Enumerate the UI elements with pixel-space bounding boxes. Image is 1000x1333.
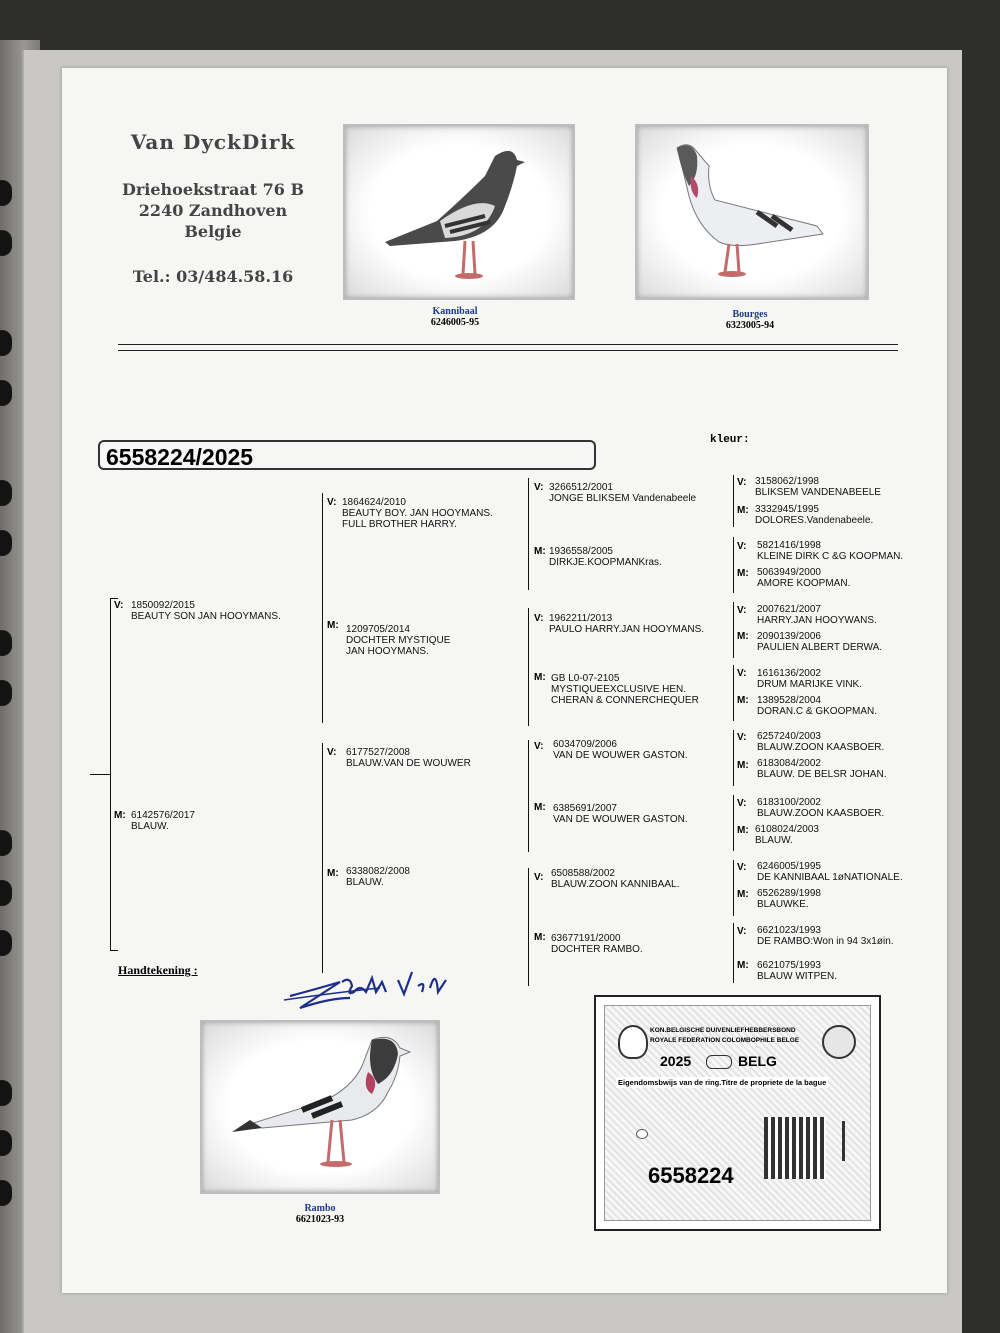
pigeon-emblem-icon	[822, 1025, 856, 1059]
divider-line	[118, 350, 898, 351]
photo-ring: 6621023-93	[295, 1214, 345, 1225]
gg-label: M:	[737, 695, 749, 706]
g7-entry: 6508588/2002 BLAUW.ZOON KANNIBAAL.	[551, 868, 680, 890]
owner-name: Van DyckDirk	[130, 130, 296, 154]
crown-icon	[706, 1055, 732, 1069]
tree-line	[528, 478, 529, 590]
card-punch-hole	[636, 1129, 648, 1139]
sire-label: V:	[114, 600, 124, 611]
tree-line	[733, 730, 734, 786]
gg-label: V:	[737, 926, 747, 937]
gg-entry: 2090139/2006 PAULIEN ALBERT DERWA.	[757, 631, 883, 653]
tree-line	[733, 602, 734, 658]
g8-label: M:	[534, 932, 546, 943]
binder-hole	[0, 330, 12, 356]
tree-line	[733, 860, 734, 916]
g4-entry: GB L0-07-2105 MYSTIQUEEXCLUSIVE HEN. CHERAN & CONNERCHEQUER	[551, 673, 699, 706]
gg-entry: 5821416/1998 KLEINE DIRK C &G KOOPMAN.	[757, 540, 904, 562]
gg-entry: 6526289/1998 BLAUWKE.	[757, 888, 821, 910]
binder-hole	[0, 930, 12, 956]
binder-hole	[0, 680, 12, 706]
card-org-nl: KON.BELGISCHE DUIVENLIEFHEBBERSBOND	[650, 1027, 796, 1034]
pigeon-photo-rambo	[200, 1020, 440, 1194]
pigeon-ring-number: 6558224/2025	[98, 440, 596, 470]
g6-label: M:	[534, 802, 546, 813]
tree-line	[322, 493, 323, 723]
gg-label: M:	[737, 825, 749, 836]
gg-entry: 6246005/1995 DE KANNIBAAL 1øNATIONALE.	[757, 861, 903, 883]
gg-label: V:	[737, 541, 747, 552]
gg-entry: 6621023/1993 DE RAMBO:Won in 94 3x1øin.	[757, 925, 894, 947]
tree-line	[528, 740, 529, 852]
binder-hole	[0, 880, 12, 906]
g4-label: M:	[534, 672, 546, 683]
tree-line	[733, 537, 734, 593]
binder-hole	[0, 380, 12, 406]
handwritten-signature	[280, 958, 450, 1018]
g1-label: V:	[534, 482, 544, 493]
card-ring-number: 6558224	[648, 1163, 734, 1188]
gg-label: M:	[737, 889, 749, 900]
tree-line	[110, 598, 111, 950]
gg-label: M:	[737, 960, 749, 971]
dam-label: M:	[114, 810, 126, 821]
tree-line	[733, 665, 734, 721]
g3-entry: 1962211/2013 PAULO HARRY.JAN HOOYMANS.	[549, 613, 705, 635]
qr-code-icon	[764, 1117, 826, 1179]
g3-label: V:	[534, 613, 544, 624]
gg-entry: 6183084/2002 BLAUW. DE BELSR JOHAN.	[757, 758, 887, 780]
tree-line	[733, 923, 734, 983]
mm-label: M:	[327, 868, 339, 879]
gg-label: V:	[737, 732, 747, 743]
photo-caption-bourges	[700, 309, 800, 331]
gg-label: V:	[737, 862, 747, 873]
photo-caption-kannibaal	[405, 306, 505, 328]
tree-line	[733, 795, 734, 851]
color-label: kleur:	[710, 434, 750, 446]
fm-entry: 1209705/2014 DOCHTER MYSTIQUE JAN HOOYMANS.	[346, 624, 451, 657]
g5-label: V:	[534, 741, 544, 752]
binder-hole	[0, 1080, 12, 1106]
tree-line	[322, 743, 323, 973]
binder-hole	[0, 230, 12, 256]
photo-caption-rambo	[270, 1203, 370, 1225]
fm-label: M:	[327, 620, 339, 631]
federation-logo-icon	[618, 1025, 648, 1059]
owner-city: 2240 Zandhoven	[138, 201, 288, 220]
tree-line	[110, 950, 118, 951]
gg-entry: 1616136/2002 DRUM MARIJKE VINK.	[757, 668, 863, 690]
gg-label: M:	[737, 631, 749, 642]
gg-label: V:	[737, 605, 747, 616]
mf-label: V:	[327, 747, 337, 758]
g1-entry: 3266512/2001 JONGE BLIKSEM Vandenabeele	[549, 482, 697, 504]
binder-hole	[0, 530, 12, 556]
ff-entry: 1864624/2010 BEAUTY BOY. JAN HOOYMANS. FULL BROTHER HARRY.	[342, 497, 493, 530]
gg-entry: 3158062/1998 BLIKSEM VANDENABEELE	[755, 476, 881, 498]
gg-label: M:	[737, 505, 749, 516]
gg-entry: 1389528/2004 DORAN.C & GKOOPMAN.	[757, 695, 878, 717]
gg-label: V:	[737, 668, 747, 679]
gg-entry: 3332945/1995 DOLORES.Vandenabeele.	[755, 504, 874, 526]
card-country: BELG	[738, 1053, 777, 1069]
tree-line	[528, 608, 529, 726]
ring-ownership-card	[594, 995, 881, 1231]
binder-hole	[0, 830, 12, 856]
binder-hole	[0, 180, 12, 206]
mf-entry: 6177527/2008 BLAUW.VAN DE WOUWER	[346, 747, 471, 769]
gg-label: M:	[737, 760, 749, 771]
binder-hole	[0, 480, 12, 506]
g2-entry: 1936558/2005 DIRKJE.KOOPMANKras.	[549, 546, 662, 568]
mm-entry: 6338082/2008 BLAUW.	[346, 866, 410, 888]
g2-label: M:	[534, 546, 546, 557]
pigeon-photo-kannibaal	[343, 124, 575, 300]
g6-entry: 6385691/2007 VAN DE WOUWER GASTON.	[553, 803, 688, 825]
owner-street: Driehoekstraat 76 B	[121, 180, 304, 199]
binder-hole	[0, 630, 12, 656]
owner-block	[118, 130, 308, 286]
gg-entry: 6183100/2002 BLAUW.ZOON KAASBOER.	[757, 797, 885, 819]
gg-entry: 5063949/2000 AMORE KOOPMAN.	[757, 567, 851, 589]
photo-name: Kannibaal	[432, 306, 478, 317]
gg-label: V:	[737, 477, 747, 488]
divider-line	[118, 344, 898, 345]
pigeon-illustration	[637, 126, 867, 298]
owner-phone: Tel.: 03/484.58.16	[132, 267, 294, 286]
binder-hole	[0, 1180, 12, 1206]
gg-entry: 6108024/2003 BLAUW.	[755, 824, 819, 846]
g8-entry: 63677191/2000 DOCHTER RAMBO.	[551, 933, 643, 955]
binder-hole	[0, 1130, 12, 1156]
tree-line	[733, 475, 734, 527]
gg-label: V:	[737, 798, 747, 809]
photo-ring: 6246005-95	[430, 317, 480, 328]
g5-entry: 6034709/2006 VAN DE WOUWER GASTON.	[553, 739, 688, 761]
card-slot-mark	[842, 1121, 845, 1161]
card-title: Eigendomsbwijs van de ring.Titre de propriete de la bague	[618, 1078, 827, 1087]
card-year: 2025	[660, 1053, 692, 1069]
sire-entry: 1850092/2015 BEAUTY SON JAN HOOYMANS.	[131, 600, 281, 622]
ff-label: V:	[327, 497, 337, 508]
pigeon-illustration	[345, 126, 573, 298]
photo-name: Bourges	[732, 309, 768, 320]
owner-country: Belgie	[184, 222, 242, 241]
photo-name: Rambo	[304, 1203, 336, 1214]
signature-label: Handtekening :	[118, 963, 198, 977]
card-org-fr: ROYALE FEDERATION COLOMBOPHILE BELGE	[650, 1037, 800, 1044]
tree-line	[90, 774, 110, 775]
gg-entry: 2007621/2007 HARRY.JAN HOOYWANS.	[757, 604, 877, 626]
g7-label: V:	[534, 872, 544, 883]
gg-entry: 6257240/2003 BLAUW.ZOON KAASBOER.	[757, 731, 885, 753]
photo-ring: 6323005-94	[725, 320, 775, 331]
pigeon-photo-bourges	[635, 124, 869, 300]
gg-entry: 6621075/1993 BLAUW WITPEN.	[757, 960, 838, 982]
tree-line	[110, 598, 118, 599]
gg-label: M:	[737, 568, 749, 579]
pigeon-illustration	[202, 1022, 438, 1192]
dam-entry: 6142576/2017 BLAUW.	[131, 810, 195, 832]
tree-line	[528, 868, 529, 986]
